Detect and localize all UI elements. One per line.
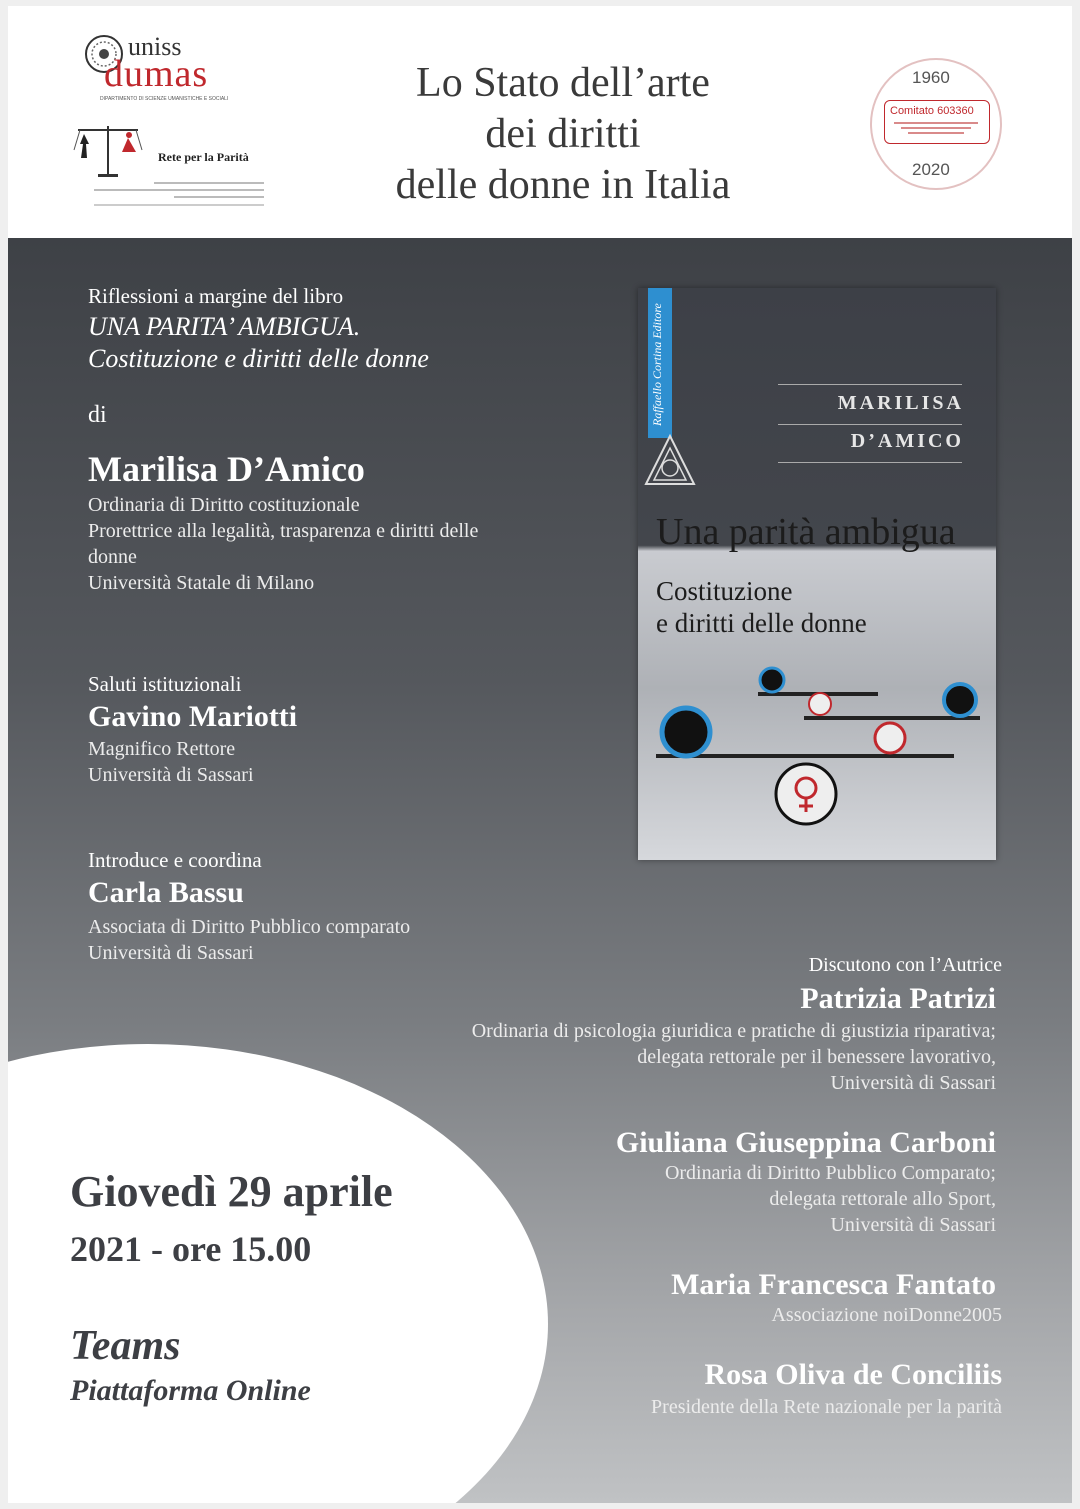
coordinator-line-2: Università di Sassari — [88, 942, 254, 964]
author-name: Marilisa D’Amico — [88, 449, 365, 489]
dumas-text: dumas — [104, 53, 209, 95]
discussant-name-1: Patrizia Patrizi — [800, 982, 996, 1015]
author-line-3: donne — [88, 546, 137, 568]
book-cover — [638, 288, 996, 860]
author-line-2: Prorettrice alla legalità, trasparenza e diritti delle — [88, 520, 479, 542]
author-line-1: Ordinaria di Diritto costituzionale — [88, 494, 360, 516]
discussant-3-line-1: Associazione noiDonne2005 — [771, 1304, 1002, 1326]
balance-illustration — [638, 658, 996, 858]
rete-parita-small-print — [74, 182, 274, 206]
stamp-committee: Comitato 603360 — [890, 105, 974, 117]
balance-scale-icon — [70, 120, 146, 180]
discussant-affiliation-3 — [771, 1302, 1002, 1328]
discussant-affiliation-4 — [651, 1394, 1002, 1420]
discussant-affiliation-2 — [665, 1160, 996, 1238]
cover-rule-2 — [778, 424, 962, 425]
discussant-affiliation-1 — [472, 1018, 996, 1096]
event-time: 2021 - ore 15.00 — [70, 1229, 312, 1269]
event-platform-sub: Piattaforma Online — [70, 1374, 311, 1407]
publisher-name: Raffaello Cortina Editore — [650, 303, 664, 426]
discussant-name-4: Rosa Oliva de Conciliis — [704, 1358, 1002, 1391]
page-title — [308, 58, 818, 211]
anniversary-stamp — [870, 58, 1002, 190]
content-panel — [8, 238, 1072, 1503]
greetings-name: Gavino Mariotti — [88, 700, 298, 733]
greetings-line-1: Magnifico Rettore — [88, 738, 236, 760]
cover-subtitle-2: e diritti delle donne — [656, 608, 867, 638]
event-ellipse — [8, 1044, 548, 1503]
event-date: Giovedì 29 aprile — [70, 1167, 393, 1216]
cover-subtitle-1: Costituzione — [656, 576, 793, 606]
cover-author-last: D’AMICO — [850, 430, 964, 452]
discussants-label: Discutono con l’Autrice — [808, 954, 1002, 976]
rete-parita-logo — [66, 120, 286, 212]
book-title: UNA PARITA’ AMBIGUA. — [88, 312, 361, 341]
uniss-text: uniss — [128, 32, 182, 61]
discussant-4-line-1: Presidente della Rete nazionale per la parità — [651, 1396, 1002, 1418]
poster — [8, 6, 1072, 1503]
title-line-3: delle donne in Italia — [395, 162, 731, 208]
greetings-line-2: Università di Sassari — [88, 764, 254, 786]
coordinator-affiliation — [88, 914, 410, 966]
title-line-1: Lo Stato dell’arte — [416, 60, 710, 106]
discussant-1-line-1: Ordinaria di psicologia giuridica e pratiche di giustizia riparativa; — [471, 1020, 996, 1042]
stamp-year-bottom: 2020 — [912, 160, 950, 179]
intro-line: Riflessioni a margine del libro — [88, 284, 344, 308]
discussant-2-line-1: Ordinaria di Diritto Pubblico Comparato; — [664, 1162, 996, 1184]
event-platform: Teams — [70, 1323, 181, 1369]
discussant-2-line-2: delegata rettorale allo Sport, — [769, 1188, 996, 1210]
uniss-dumas-logo — [80, 32, 260, 106]
coordinator-label: Introduce e coordina — [88, 848, 262, 872]
author-affiliation — [88, 492, 478, 596]
book-subtitle: Costituzione e diritti delle donne — [88, 344, 429, 373]
title-line-2: dei diritti — [485, 111, 641, 157]
greetings-label: Saluti istituzionali — [88, 672, 242, 696]
coordinator-line-1: Associata di Diritto Pubblico comparato — [88, 916, 411, 938]
stamp-lines — [894, 122, 978, 134]
cover-author-first: MARILISA — [837, 392, 964, 414]
cover-title: Una parità ambigua — [656, 511, 956, 553]
cover-rule-3 — [778, 462, 962, 463]
coordinator-name: Carla Bassu — [88, 876, 244, 909]
discussant-1-line-2: delegata rettorale per il benessere lavorativo, — [637, 1046, 996, 1068]
header — [8, 6, 1072, 238]
rete-parita-text: Rete per la Parità — [158, 150, 249, 164]
greetings-affiliation — [88, 736, 254, 788]
discussant-name-3: Maria Francesca Fantato — [671, 1268, 996, 1301]
discussant-1-line-3: Università di Sassari — [830, 1072, 996, 1094]
stamp-year-top: 1960 — [912, 68, 950, 87]
discussant-2-line-3: Università di Sassari — [830, 1214, 996, 1236]
discussant-name-2: Giuliana Giuseppina Carboni — [615, 1126, 996, 1159]
cover-rule-1 — [778, 384, 962, 385]
author-line-4: Università Statale di Milano — [88, 572, 315, 594]
publisher-logo-icon — [638, 428, 702, 492]
by-label: di — [88, 402, 107, 428]
dumas-caption: DIPARTIMENTO DI SCIENZE UMANISTICHE E SOCIALI — [100, 96, 229, 102]
